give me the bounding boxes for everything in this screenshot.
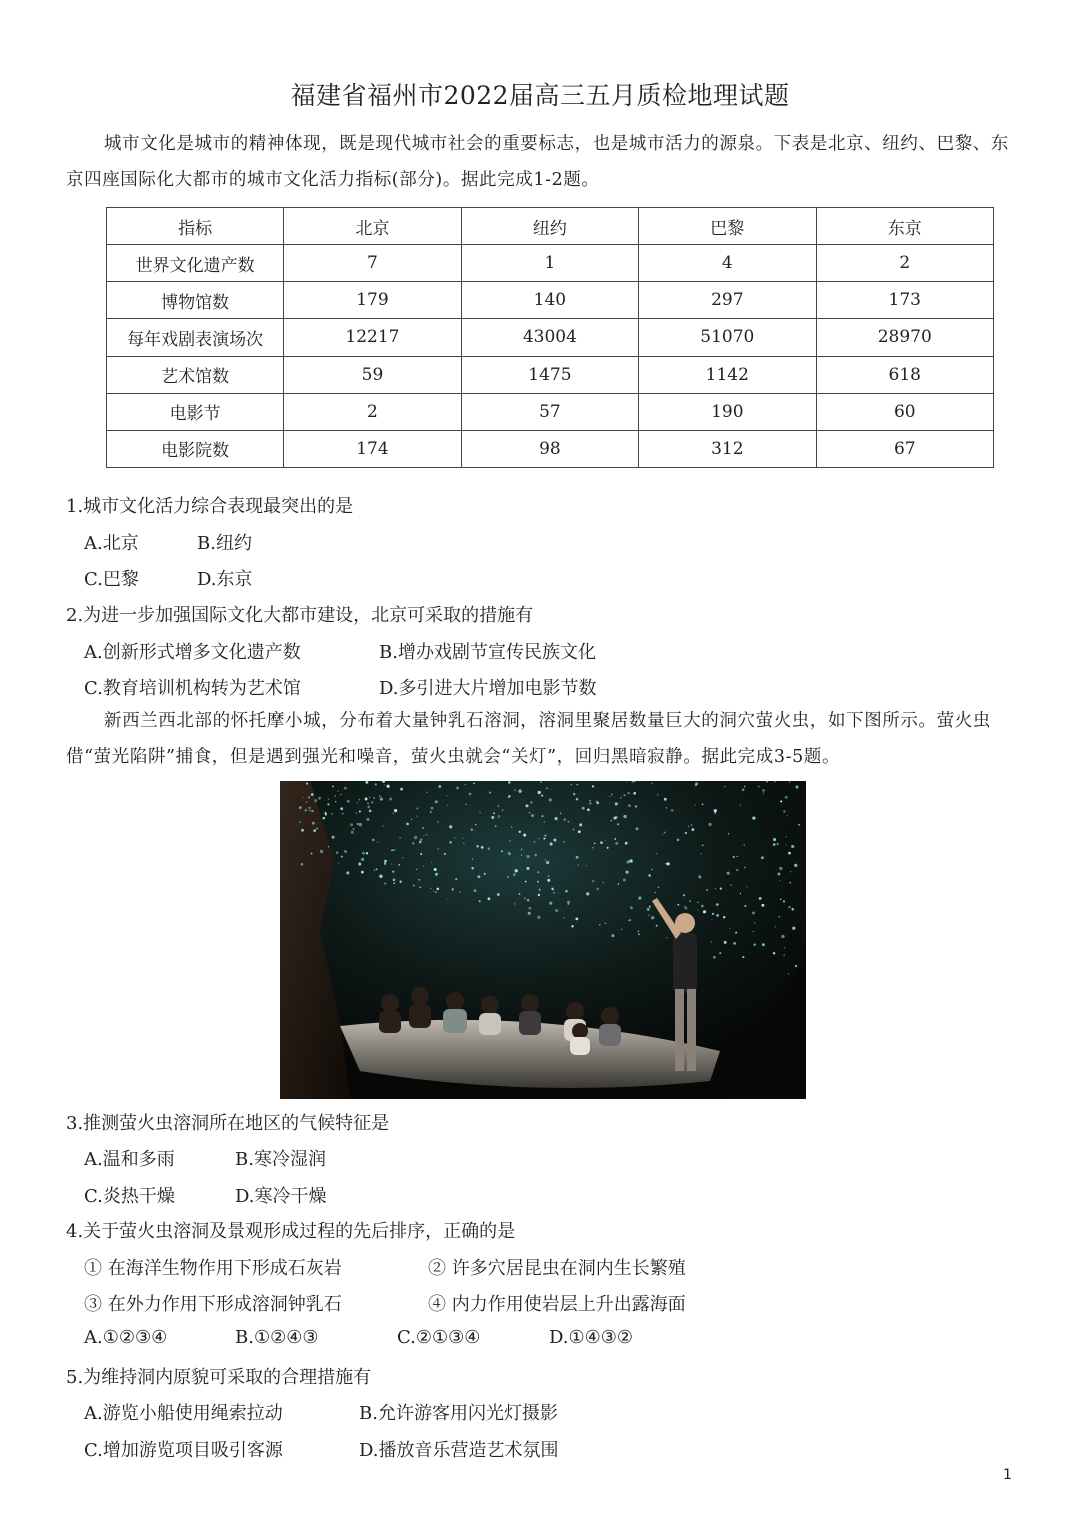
- table-cell: 艺术馆数: [107, 356, 284, 393]
- table-cell: 51070: [639, 319, 816, 356]
- table-row: [107, 282, 994, 319]
- question-5-option-a: A.游览小船使用绳索拉动: [84, 1403, 283, 1424]
- table-row: [107, 393, 994, 430]
- city-culture-table: [106, 207, 994, 468]
- table-cell: 60: [816, 393, 993, 430]
- page-title: 福建省福州市2022届高三五月质检地理试题: [290, 81, 790, 110]
- table-row: [107, 245, 994, 282]
- question-1-option-a: A.北京: [84, 533, 139, 554]
- question-3-stem: 3.推测萤火虫溶洞所在地区的气候特征是: [66, 1113, 390, 1134]
- question-5-option-b: B.允许游客用闪光灯摄影: [359, 1403, 558, 1424]
- table-cell: 1142: [639, 356, 816, 393]
- question-4-statement-3: ③ 在外力作用下形成溶洞钟乳石: [84, 1294, 342, 1315]
- question-4-option-d: D.①④③②: [549, 1327, 634, 1348]
- question-4-stem: 4.关于萤火虫溶洞及景观形成过程的先后排序，正确的是: [66, 1221, 516, 1242]
- question-4-statement-1: ① 在海洋生物作用下形成石灰岩: [84, 1258, 342, 1279]
- question-2-stem: 2.为进一步加强国际文化大都市建设，北京可采取的措施有: [66, 605, 534, 626]
- table-cell: 173: [816, 282, 993, 319]
- table-cell: 每年戏剧表演场次: [107, 319, 284, 356]
- question-4-statement-2: ② 许多穴居昆虫在洞内生长繁殖: [428, 1258, 686, 1279]
- question-4-option-b: B.①②④③: [235, 1327, 319, 1348]
- table-header-row: [107, 208, 994, 245]
- table-cell: 电影院数: [107, 430, 284, 467]
- table-cell: 297: [639, 282, 816, 319]
- question-4-option-c: C.②①③④: [397, 1327, 481, 1348]
- question-2-option-d: D.多引进大片增加电影节数: [379, 678, 597, 699]
- table-cell: 140: [461, 282, 638, 319]
- table-cell: 190: [639, 393, 816, 430]
- table-cell: 2: [816, 245, 993, 282]
- table-row: [107, 319, 994, 356]
- table-cell: 世界文化遗产数: [107, 245, 284, 282]
- page-number: 1: [1003, 1467, 1012, 1483]
- question-2-option-c: C.教育培训机构转为艺术馆: [84, 678, 301, 699]
- table-cell: 电影节: [107, 393, 284, 430]
- question-5-option-c: C.增加游览项目吸引客源: [84, 1440, 283, 1461]
- table-header-cell: 北京: [284, 208, 461, 245]
- question-3-option-c: C.炎热干燥: [84, 1186, 175, 1207]
- question-5-stem: 5.为维持洞内原貌可采取的合理措施有: [66, 1367, 372, 1388]
- table-cell: 59: [284, 356, 461, 393]
- table-cell: 57: [461, 393, 638, 430]
- table-cell: 1475: [461, 356, 638, 393]
- intro-paragraph-2: 新西兰西北部的怀托摩小城，分布着大量钟乳石溶洞，溶洞里聚居数量巨大的洞穴萤火虫，如下图所示。萤火虫借“萤光陷阱”捕食，但是遇到强光和噪音，萤火虫就会“关灯”，回归黑暗寂静。据此完成3-5题。: [66, 711, 991, 767]
- table-cell: 43004: [461, 319, 638, 356]
- question-3-option-b: B.寒冷湿润: [235, 1149, 326, 1170]
- question-1-option-b: B.纽约: [197, 533, 252, 554]
- question-2-option-b: B.增办戏剧节宣传民族文化: [379, 642, 596, 663]
- question-1-stem: 1.城市文化活力综合表现最突出的是: [66, 496, 354, 517]
- question-1-option-c: C.巴黎: [84, 569, 139, 590]
- intro-paragraph-1: 城市文化是城市的精神体现，既是现代城市社会的重要标志，也是城市活力的源泉。下表是北京、纽约、巴黎、东京四座国际化大都市的城市文化活力指标(部分)。据此完成1-2题。: [66, 134, 1009, 190]
- glowworm-cave-photo: [280, 781, 806, 1099]
- table-cell: 98: [461, 430, 638, 467]
- question-3-option-a: A.温和多雨: [84, 1149, 175, 1170]
- table-header-cell: 纽约: [461, 208, 638, 245]
- question-3-option-d: D.寒冷干燥: [235, 1186, 327, 1207]
- question-2-option-a: A.创新形式增多文化遗产数: [84, 642, 301, 663]
- table-cell: 4: [639, 245, 816, 282]
- table-cell: 2: [284, 393, 461, 430]
- table-header-cell: 东京: [816, 208, 993, 245]
- table-cell: 174: [284, 430, 461, 467]
- table-cell: 312: [639, 430, 816, 467]
- table-row: [107, 356, 994, 393]
- table-cell: 7: [284, 245, 461, 282]
- table-cell: 28970: [816, 319, 993, 356]
- table-cell: 1: [461, 245, 638, 282]
- table-cell: 博物馆数: [107, 282, 284, 319]
- table-cell: 618: [816, 356, 993, 393]
- table-header-cell: 指标: [107, 208, 284, 245]
- table-row: [107, 430, 994, 467]
- question-4-option-a: A.①②③④: [84, 1327, 168, 1348]
- question-4-statement-4: ④ 内力作用使岩层上升出露海面: [428, 1294, 686, 1315]
- table-header-cell: 巴黎: [639, 208, 816, 245]
- question-1-option-d: D.东京: [197, 569, 253, 590]
- table-cell: 67: [816, 430, 993, 467]
- table-cell: 179: [284, 282, 461, 319]
- question-5-option-d: D.播放音乐营造艺术氛围: [359, 1440, 559, 1461]
- table-cell: 12217: [284, 319, 461, 356]
